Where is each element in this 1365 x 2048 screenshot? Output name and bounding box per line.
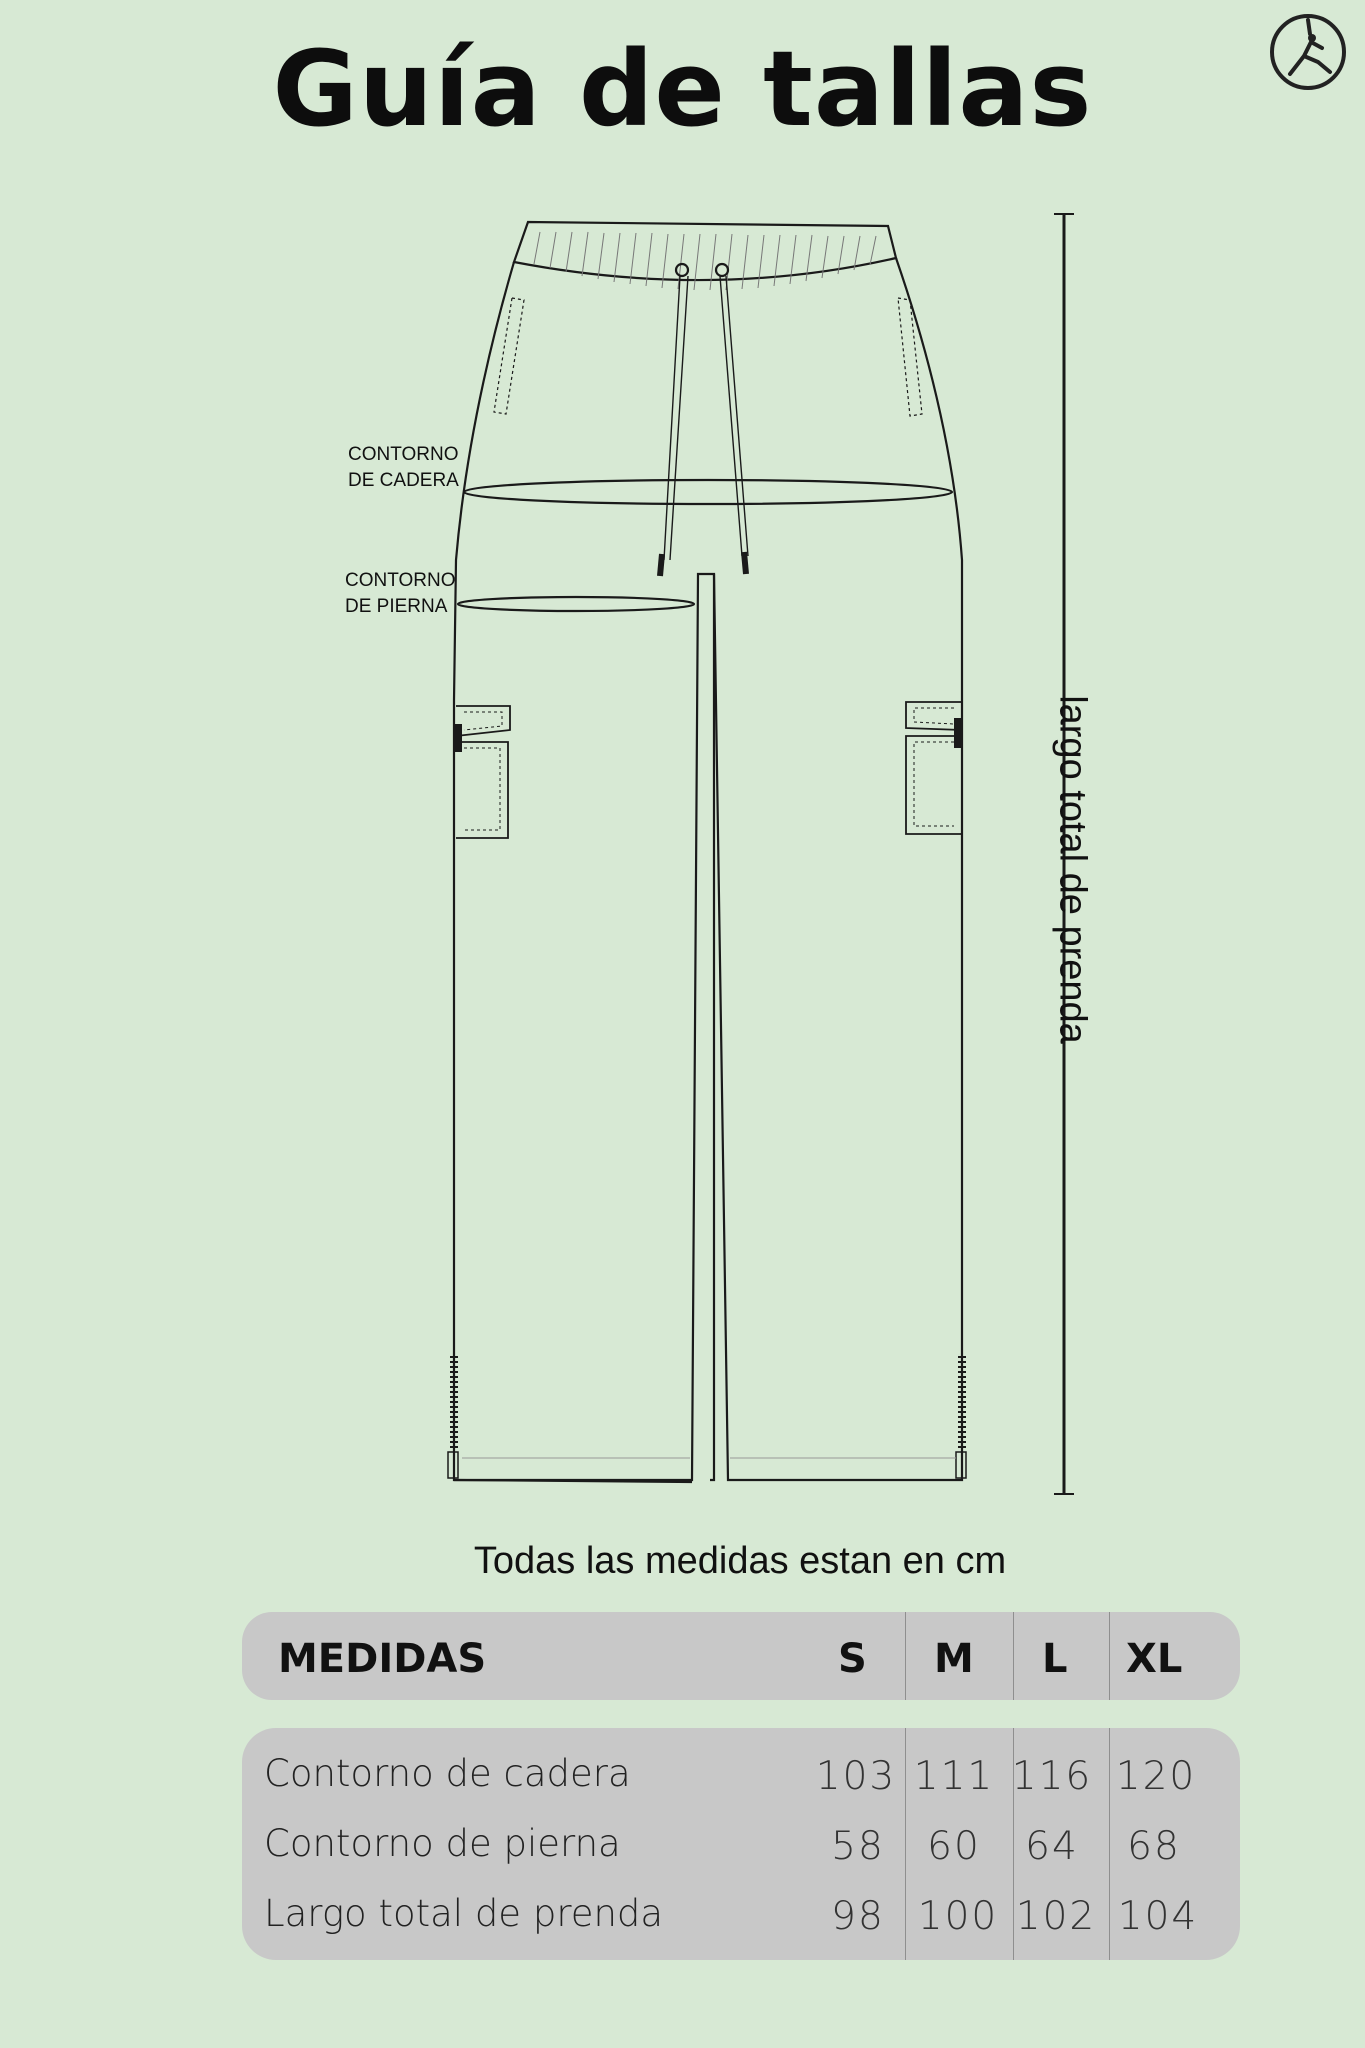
header-measures: MEDIDAS <box>278 1636 487 1682</box>
cell-length-m: 100 <box>917 1894 999 1939</box>
header-size-xl: XL <box>1126 1636 1183 1682</box>
right-leg-outline <box>714 258 962 1480</box>
header-size-l: L <box>1042 1636 1068 1682</box>
row-label-hip: Contorno de cadera <box>264 1752 631 1795</box>
cell-hip-xl: 120 <box>1115 1754 1197 1799</box>
leg-label: CONTORNO DE PIERNA <box>345 570 456 617</box>
cell-length-s: 98 <box>831 1894 885 1939</box>
header-size-s: S <box>838 1636 867 1682</box>
cell-leg-s: 58 <box>831 1824 885 1869</box>
cell-leg-l: 64 <box>1025 1824 1079 1869</box>
units-note: Todas las medidas estan en cm <box>473 1540 1007 1582</box>
header-size-m: M <box>934 1636 974 1682</box>
hip-label: CONTORNO DE CADERA <box>348 444 459 491</box>
cell-length-l: 102 <box>1015 1894 1097 1939</box>
length-label: largo total de prenda <box>1051 695 1094 1044</box>
cell-hip-m: 111 <box>913 1754 995 1799</box>
cell-leg-m: 60 <box>927 1824 981 1869</box>
cell-hip-l: 116 <box>1011 1754 1093 1799</box>
cell-length-xl: 104 <box>1117 1894 1199 1939</box>
page-title: Guía de tallas <box>272 28 1093 150</box>
left-leg-outline <box>454 262 714 1480</box>
row-label-length: Largo total de prenda <box>264 1892 664 1935</box>
cell-leg-xl: 68 <box>1127 1824 1181 1869</box>
cell-hip-s: 103 <box>815 1754 897 1799</box>
row-label-leg: Contorno de pierna <box>264 1822 621 1865</box>
